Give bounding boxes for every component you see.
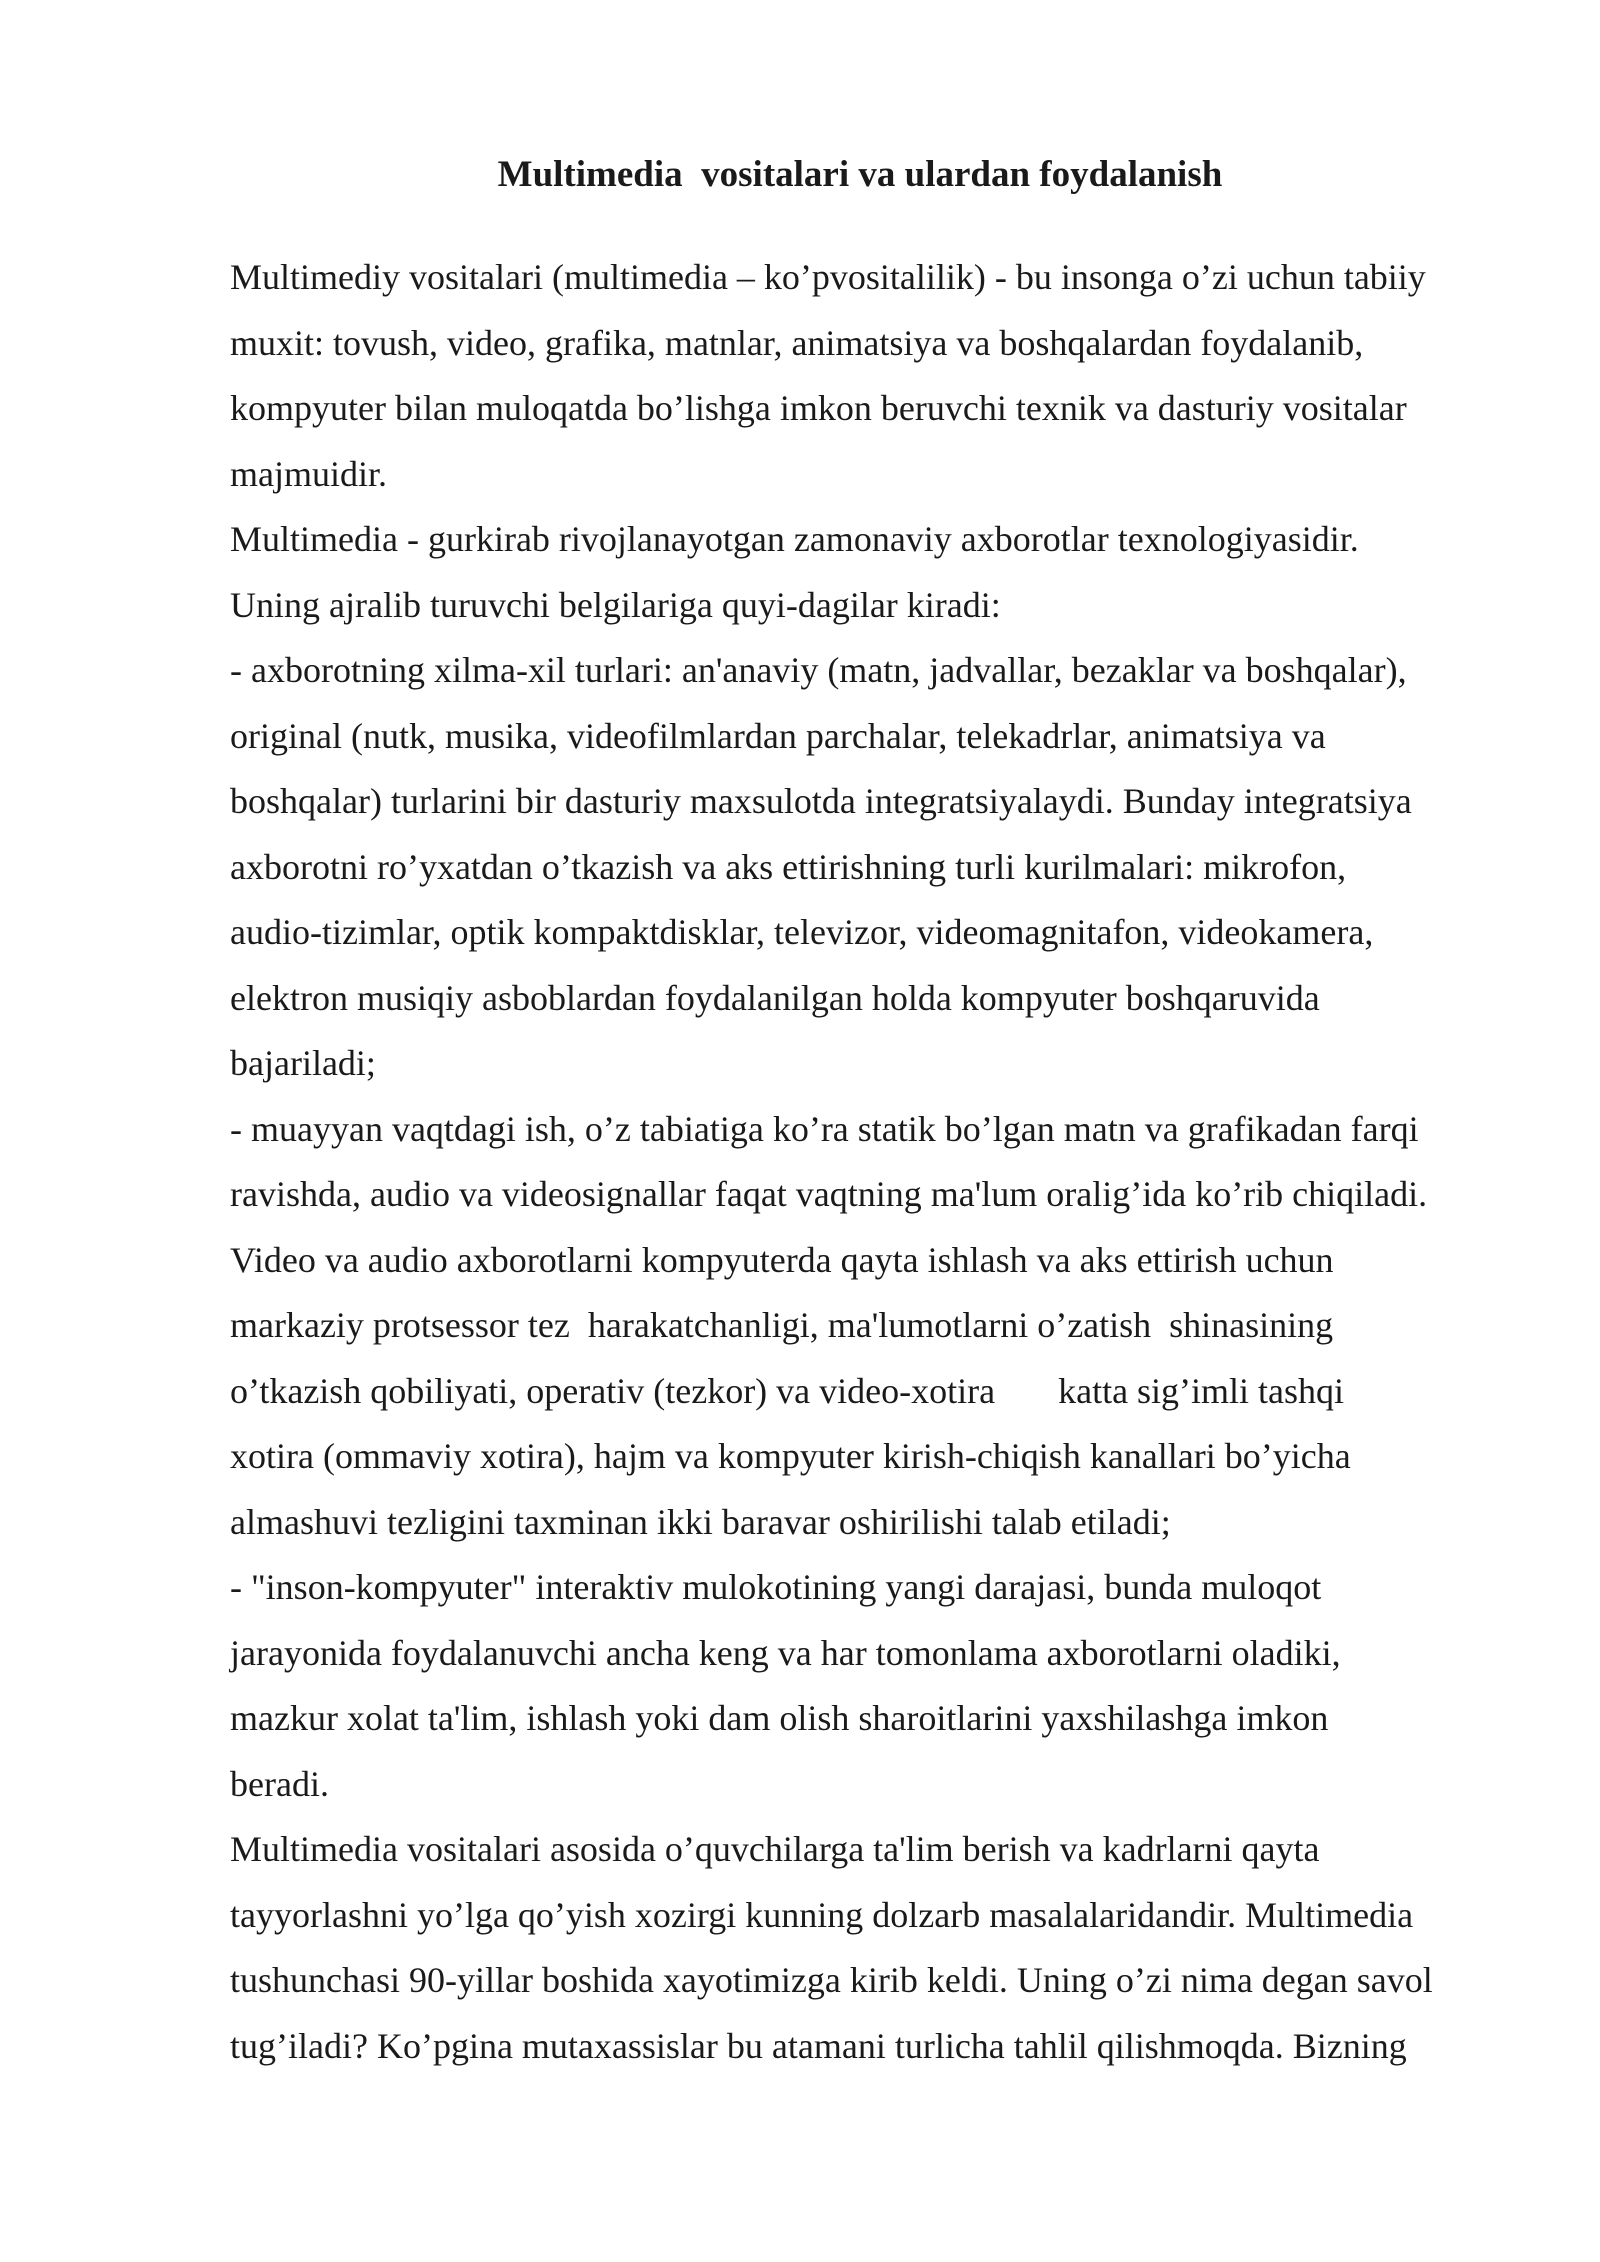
- text-line: Multimedia vositalari asosida o’quvchilarga ta'lim berish va kadrlarni qayta: [230, 1829, 1320, 1869]
- text-line: markaziy protsessor tez harakatchanligi, ma'lumotlarni o’zatish shinasining: [230, 1305, 1334, 1345]
- document-body: [230, 252, 1530, 2086]
- text-line: beradi.: [230, 1763, 329, 1804]
- text-line: xotira (ommaviy xotira), hajm va kompyuter kirish-chiqish kanallari bo’yicha: [230, 1436, 1351, 1476]
- text-line: almashuvi tezligini taxminan ikki baravar oshirilishi talab etiladi;: [230, 1501, 1171, 1542]
- text-line: - "inson-kompyuter" interaktiv mulokotining yangi darajasi, bunda muloqot: [230, 1567, 1322, 1607]
- text-line: - axborotning xilma-xil turlari: an'anaviy (matn, jadvallar, bezaklar va boshqalar),: [230, 650, 1407, 690]
- document-title: Multimedia vositalari va ulardan foydalanish: [497, 154, 1223, 195]
- text-line: Video va audio axborotlarni kompyuterda qayta ishlash va aks ettirish uchun: [230, 1239, 1334, 1280]
- text-line: o’tkazish qobiliyati, operativ (tezkor) va video-xotira katta sig’imli tashqi: [230, 1370, 1345, 1411]
- text-line: axborotni ro’yxatdan o’tkazish va aks ettirishning turli kurilmalari: mikrofon,: [230, 846, 1347, 887]
- text-line: mazkur xolat ta'lim, ishlash yoki dam olish sharoitlarini yaxshilashga imkon: [230, 1698, 1329, 1738]
- text-line: tug’iladi? Ko’pgina mutaxassislar bu atamani turlicha tahlil qilishmoqda. Bizning: [230, 2025, 1407, 2066]
- text-line: Multimediy vositalari (multimedia – ko’pvositalilik) - bu insonga o’zi uchun tabiiy: [230, 257, 1426, 297]
- text-line: boshqalar) turlarini bir dasturiy maxsulotda integratsiyalaydi. Bunday integratsiya: [230, 781, 1412, 821]
- text-line: Multimedia - gurkirab rivojlanayotgan zamonaviy axborotlar texnologiyasidir.: [230, 519, 1359, 559]
- text-line: original (nutk, musika, videofilmlardan parchalar, telekadrlar, animatsiya va: [230, 715, 1326, 756]
- text-line: kompyuter bilan muloqatda bo’lishga imkon beruvchi texnik va dasturiy vositalar: [230, 388, 1407, 428]
- text-line: elektron musiqiy asboblardan foydalanilgan holda kompyuter boshqaruvida: [230, 977, 1320, 1018]
- text-line: Uning ajralib turuvchi belgilariga quyi-dagilar kiradi:: [230, 584, 1001, 625]
- text-line: - muayyan vaqtdagi ish, o’z tabiatiga ko’ra statik bo’lgan matn va grafikadan farqi: [230, 1108, 1419, 1149]
- text-line: tayyorlashni yo’lga qo’yish xozirgi kunning dolzarb masalalaridandir. Multimedia: [230, 1894, 1414, 1935]
- text-line: bajariladi;: [230, 1043, 376, 1083]
- text-line: ravishda, audio va videosignallar faqat vaqtning ma'lum oralig’ida ko’rib chiqiladi.: [230, 1174, 1428, 1214]
- text-line: muxit: tovush, video, grafika, matnlar, animatsiya va boshqalardan foydalanib,: [230, 322, 1364, 363]
- text-line: jarayonida foydalanuvchi ancha keng va har tomonlama axborotlarni oladiki,: [230, 1632, 1341, 1673]
- text-line: audio-tizimlar, optik kompaktdisklar, televizor, videomagnitafon, videokamera,: [230, 912, 1374, 952]
- text-line: majmuidir.: [230, 453, 387, 494]
- text-line: tushunchasi 90-yillar boshida xayotimizga kirib keldi. Uning o’zi nima degan savol: [230, 1960, 1433, 2000]
